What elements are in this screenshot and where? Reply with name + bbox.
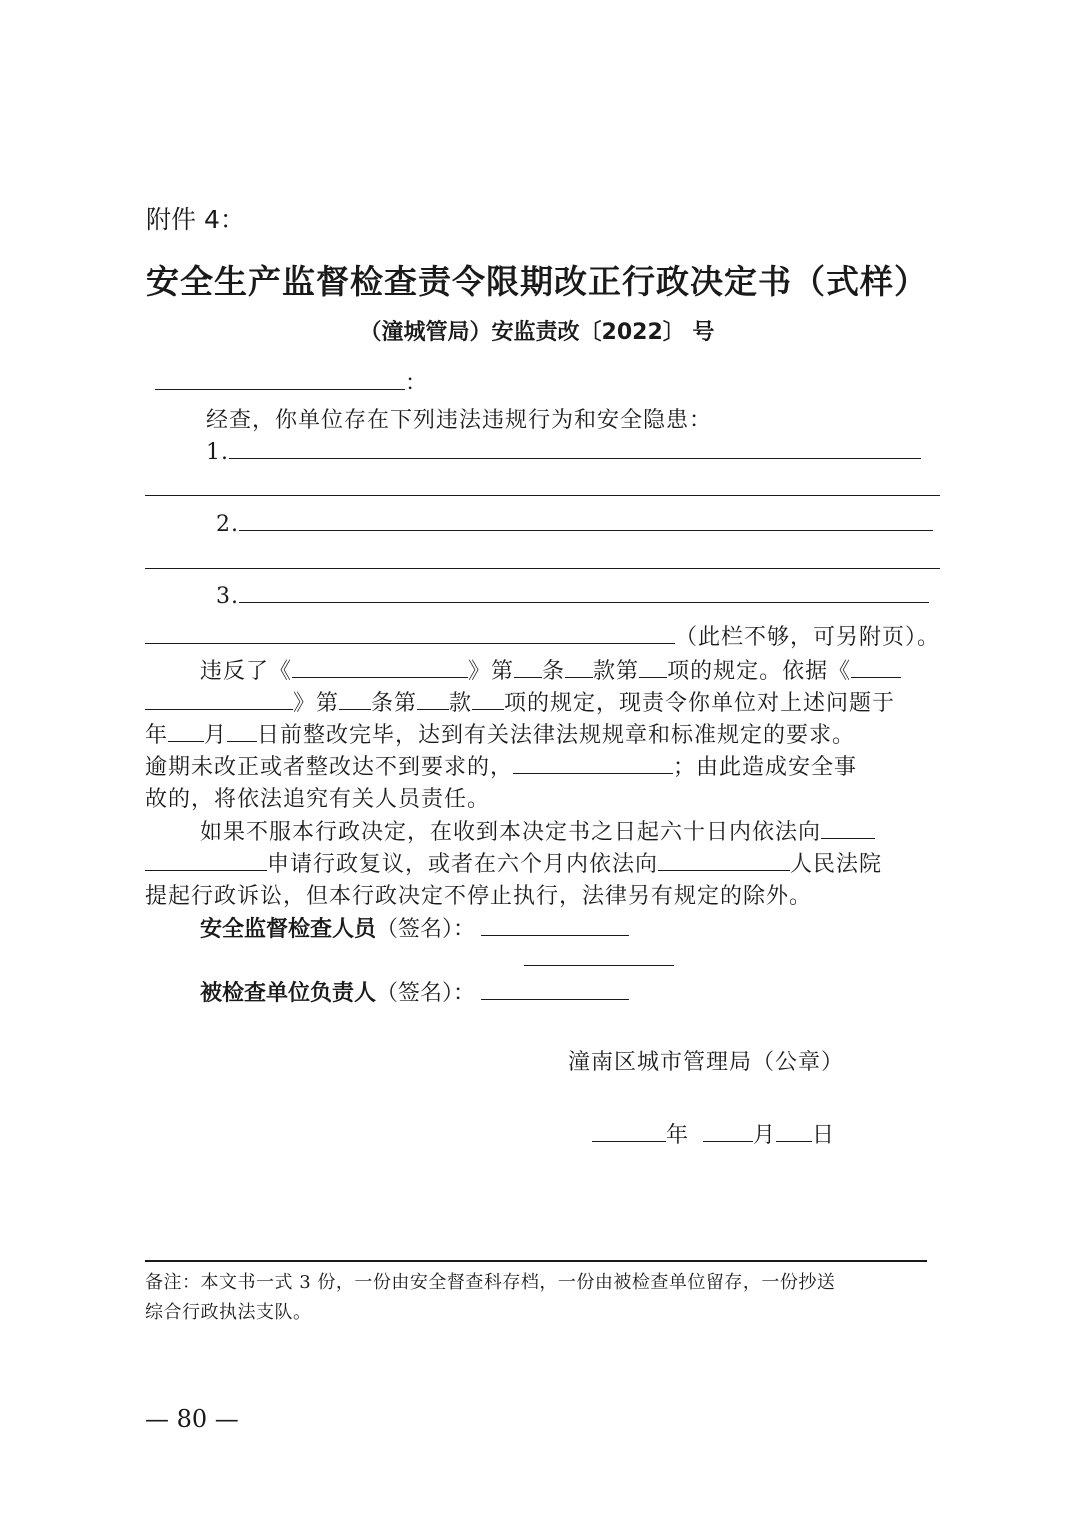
court-blank[interactable] — [658, 869, 790, 871]
item-blank[interactable] — [639, 676, 667, 678]
overflow-note: （此栏不够，可另附页）。 — [675, 625, 941, 650]
item-1 — [206, 440, 921, 465]
addressee-blank[interactable] — [155, 388, 405, 390]
para2-line3: 提起行政诉讼，但本行政决定不停止执行，法律另有规定的除外。 — [145, 884, 813, 909]
item-1-continuation-line[interactable] — [145, 495, 940, 496]
respondent-label: 被检查单位负责人 — [200, 981, 377, 1006]
para1-text: 条 — [542, 659, 566, 684]
item-3-number: 3. — [216, 584, 239, 609]
basis-clause-blank[interactable] — [417, 708, 449, 710]
basis-item-blank[interactable] — [472, 708, 504, 710]
item-3 — [216, 584, 929, 609]
month-label: 月 — [753, 1123, 777, 1148]
para1-line1 — [200, 654, 901, 685]
respondent-signature-row — [200, 976, 629, 1007]
footnote-divider — [145, 1260, 927, 1262]
para1-text: 逾期未改正或者整改达不到要求的， — [145, 755, 514, 780]
item-3-continuation — [145, 620, 940, 651]
para1-text: 项的规定，现责令你单位对上述问题于 — [504, 691, 896, 716]
document-number: （潼城管局）安监责改〔2022〕 号 — [359, 320, 715, 345]
para1-line5: 故的，将依法追究有关人员责任。 — [145, 787, 491, 812]
year-blank[interactable] — [592, 1140, 666, 1142]
para1-text: 违反了《 — [200, 659, 293, 684]
page-number: — 80 — — [145, 1405, 239, 1433]
item-2-blank[interactable] — [239, 529, 933, 531]
para1-line2 — [145, 686, 895, 717]
day-blank[interactable] — [776, 1140, 812, 1142]
item-2 — [216, 512, 933, 537]
para1-text: 》第 — [293, 691, 340, 716]
penalty-blank[interactable] — [513, 772, 673, 774]
item-1-blank[interactable] — [229, 457, 921, 459]
para1-text: ；由此造成安全事 — [673, 755, 858, 780]
inspector-label: 安全监督检查人员 — [200, 917, 377, 942]
para2-line2 — [145, 847, 882, 878]
para1-text: 》第 — [468, 659, 515, 684]
para1-text: 款 — [449, 691, 473, 716]
issuer-seal: 潼南区城市管理局（公章） — [568, 1050, 845, 1075]
item-3-blank[interactable] — [239, 601, 929, 603]
item-3-continuation-blank[interactable] — [145, 642, 675, 644]
para1-text: 日前整改完毕，达到有关法律法规规章和标准规定的要求。 — [257, 723, 856, 748]
issue-date — [592, 1118, 835, 1149]
review-agency-blank[interactable] — [821, 837, 875, 839]
year-label: 年 — [666, 1123, 690, 1148]
para2-line1 — [200, 815, 875, 846]
para1-text: 年 — [145, 723, 169, 748]
para1-line4 — [145, 750, 857, 781]
item-2-number: 2. — [216, 512, 239, 537]
month-blank[interactable] — [703, 1140, 753, 1142]
inspector-signature-blank[interactable] — [481, 934, 629, 936]
clause-blank[interactable] — [565, 676, 593, 678]
basis-law-blank[interactable] — [851, 676, 901, 678]
para1-text: 月 — [204, 723, 228, 748]
attachment-label: 附件 4： — [146, 205, 245, 234]
inspector-second-signature-line[interactable] — [524, 965, 674, 966]
review-agency-blank-cont[interactable] — [145, 869, 267, 871]
article-blank[interactable] — [514, 676, 542, 678]
deadline-month-blank[interactable] — [168, 740, 204, 742]
day-label: 日 — [812, 1123, 836, 1148]
para2-text: 人民法院 — [790, 852, 883, 877]
respondent-note: （签名）： — [376, 981, 476, 1006]
basis-article-blank[interactable] — [339, 708, 371, 710]
page-title: 安全生产监督检查责令限期改正行政决定书（式样） — [146, 262, 928, 301]
para2-text: 申请行政复议，或者在六个月内依法向 — [267, 852, 659, 877]
inspector-note: （签名）： — [376, 917, 476, 942]
addressee-line — [155, 366, 428, 397]
footnote-line-2: 综合行政执法支队。 — [145, 1302, 312, 1323]
para1-text: 条第 — [371, 691, 418, 716]
intro-text: 经查，你单位存在下列违法违规行为和安全隐患： — [206, 408, 713, 433]
deadline-day-blank[interactable] — [227, 740, 257, 742]
para1-text: 款第 — [593, 659, 640, 684]
item-1-number: 1. — [206, 440, 229, 465]
basis-law-blank-cont[interactable] — [145, 708, 293, 710]
footnote-line-1: 备注：本文书一式 3 份，一份由安全督查科存档，一份由被检查单位留存，一份抄送 — [145, 1272, 836, 1293]
para2-text: 如果不服本行政决定，在收到本决定书之日起六十日内依法向 — [200, 820, 822, 845]
item-2-continuation-line[interactable] — [145, 568, 940, 569]
inspector-signature-row — [200, 912, 629, 943]
para1-text: 项的规定。依据《 — [667, 659, 852, 684]
para1-line3 — [145, 718, 855, 749]
addressee-colon: ： — [405, 371, 429, 396]
respondent-signature-blank[interactable] — [481, 998, 629, 1000]
law-name-blank[interactable] — [292, 676, 468, 678]
